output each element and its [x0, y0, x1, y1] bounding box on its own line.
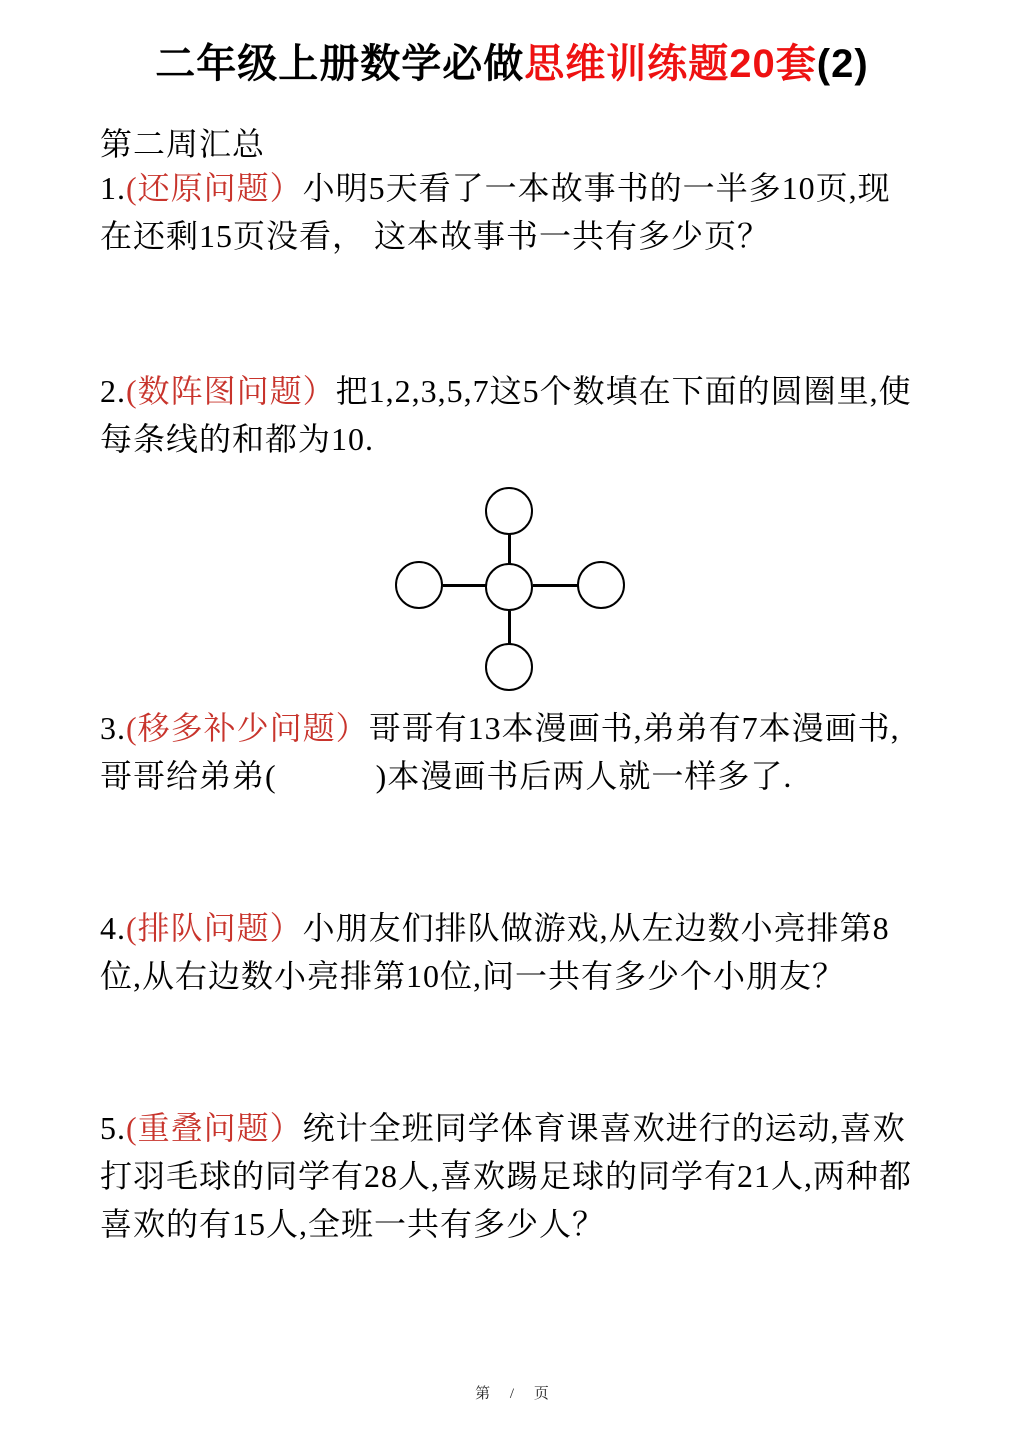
week-summary-heading: 第二周汇总 — [100, 126, 266, 162]
question-3 — [100, 704, 918, 800]
question-3-text: 哥哥有13本漫画书,弟弟有7本漫画书,哥哥给弟弟( )本漫画书后两人就一样多了. — [100, 710, 900, 794]
diagram-circle-center — [485, 563, 533, 611]
question-2 — [100, 367, 918, 463]
diagram-line-right — [533, 584, 578, 587]
question-4-tag: (排队问题） — [126, 910, 303, 946]
question-4-text: 小朋友们排队做游戏,从左边数小亮排第8位,从右边数小亮排第10位,问一共有多少个小朋友？ — [100, 910, 890, 994]
diagram-line-left — [443, 584, 486, 587]
question-3-tag: (移多补少问题） — [126, 710, 369, 746]
question-4 — [100, 904, 918, 1000]
question-4-number: 4. — [100, 910, 126, 946]
page-number-footer: 第 / 页 — [475, 1386, 549, 1402]
diagram-line-top — [508, 534, 511, 564]
page-title-red-part: 思维训练题20套 — [524, 42, 817, 86]
question-1-tag: (还原问题） — [126, 170, 303, 206]
question-5-number: 5. — [100, 1110, 126, 1146]
question-2-tag: (数阵图问题） — [126, 373, 336, 409]
question-1-number: 1. — [100, 170, 126, 206]
question-5-text: 统计全班同学体育课喜欢进行的运动,喜欢打羽毛球的同学有28人,喜欢踢足球的同学有21人,两种都喜欢的有15人,全班一共有多少人？ — [100, 1110, 913, 1242]
question-5 — [100, 1104, 918, 1248]
question-2-text: 把1,2,3,5,7这5个数填在下面的圆圈里,使每条线的和都为10. — [100, 373, 912, 457]
diagram-circle-top — [485, 487, 533, 535]
page-title-black-part: 二年级上册数学必做 — [155, 42, 525, 86]
question-2-number: 2. — [100, 373, 126, 409]
diagram-circle-left — [395, 561, 443, 609]
page-title — [0, 40, 1024, 88]
diagram-circle-right — [577, 561, 625, 609]
diagram-line-bottom — [508, 611, 511, 644]
number-array-diagram — [380, 480, 640, 700]
page-title-suffix: (2) — [816, 42, 869, 86]
question-3-number: 3. — [100, 710, 126, 746]
diagram-circle-bottom — [485, 643, 533, 691]
question-5-tag: (重叠问题） — [126, 1110, 303, 1146]
question-1-text: 小明5天看了一本故事书的一半多10页,现在还剩15页没看， 这本故事书一共有多少页？ — [100, 170, 891, 254]
question-1 — [100, 164, 918, 260]
